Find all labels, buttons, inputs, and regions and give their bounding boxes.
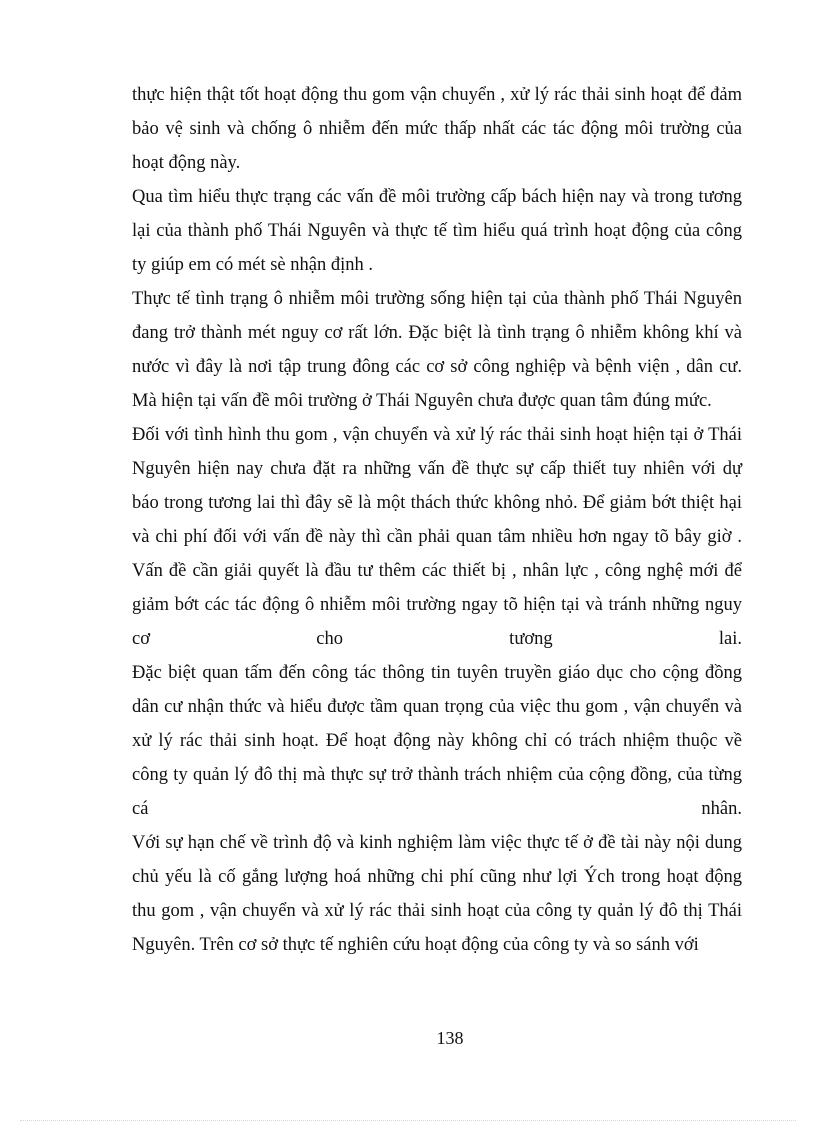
text-line: Nguyên hiện nay chưa đặt ra những vấn đề thực sự cấp thiết tuy nhiên với dự: [132, 459, 742, 479]
text-line: hoạt động này.: [132, 153, 241, 173]
text-line: thu gom , vận chuyển và xử lý rác thải sinh hoạt của công ty quản lý đô thị Thái: [132, 901, 742, 921]
text-line: công ty quản lý đô thị mà thực sự trở thành trách nhiệm của cộng đồng, của từng: [132, 765, 742, 785]
text-line: thực hiện thật tốt hoạt động thu gom vận chuyển , xử lý rác thải sinh hoạt để đảm: [132, 85, 742, 105]
text-line: báo trong tương lai thì đây sẽ là một thách thức không nhỏ. Để giảm bớt thiệt hại: [132, 493, 742, 513]
page-number: 138: [436, 1028, 464, 1048]
text-line: Mà hiện tại vấn đề môi trường ở Thái Nguyên chưa được quan tâm đúng mức.: [132, 391, 712, 411]
text-line: xử lý rác thải sinh hoạt. Để hoạt động này không chỉ có trách nhiệm thuộc về: [132, 731, 742, 751]
text-line: nước vì đây là nơi tập trung đông các cơ sở công nghiệp và bệnh viện , dân cư.: [132, 357, 742, 377]
text-line: Qua tìm hiểu thực trạng các vấn đề môi trường cấp bách hiện nay và trong tương: [132, 187, 742, 207]
text-line: giảm bớt các tác động ô nhiễm môi trường ngay tõ hiện tại và tránh những nguy: [132, 595, 742, 615]
text-line: Thực tế tình trạng ô nhiễm môi trường sống hiện tại của thành phố Thái Nguyên: [132, 289, 742, 309]
text-line: cơ cho tương lai.: [132, 629, 742, 649]
page-bottom-divider: [20, 1120, 796, 1121]
text-line: cá nhân.: [132, 799, 742, 819]
text-line: Đối với tình hình thu gom , vận chuyển và xử lý rác thải sinh hoạt hiện tại ở Thái: [132, 425, 742, 445]
body-text: [132, 78, 742, 962]
text-line: và chi phí đối với vấn đề này thì cần phải quan tâm nhiều hơn ngay tõ bây giờ .: [132, 527, 742, 547]
text-line: ty giúp em có mét sè nhận định .: [132, 255, 373, 275]
text-line: bảo vệ sinh và chống ô nhiễm đến mức thấp nhất các tác động môi trường của: [132, 119, 742, 139]
text-line: đang trở thành mét nguy cơ rất lớn. Đặc biệt là tình trạng ô nhiễm không khí và: [132, 323, 742, 343]
text-line: Với sự hạn chế về trình độ và kinh nghiệm làm việc thực tế ở đề tài này nội dung: [132, 833, 742, 853]
text-line: Vấn đề cần giải quyết là đầu tư thêm các thiết bị , nhân lực , công nghệ mới để: [132, 561, 742, 581]
text-line: dân cư nhận thức và hiểu được tầm quan trọng của việc thu gom , vận chuyển và: [132, 697, 742, 717]
text-line: Nguyên. Trên cơ sở thực tế nghiên cứu hoạt động của công ty và so sánh với: [132, 935, 699, 955]
text-line: lại của thành phố Thái Nguyên và thực tế tìm hiểu quá trình hoạt động của công: [132, 221, 742, 241]
text-line: Đặc biệt quan tấm đến công tác thông tin tuyên truyền giáo dục cho cộng đồng: [132, 663, 742, 683]
text-line: chủ yếu là cố gắng lượng hoá những chi phí cũng như lợi Ých trong hoạt động: [132, 867, 742, 887]
